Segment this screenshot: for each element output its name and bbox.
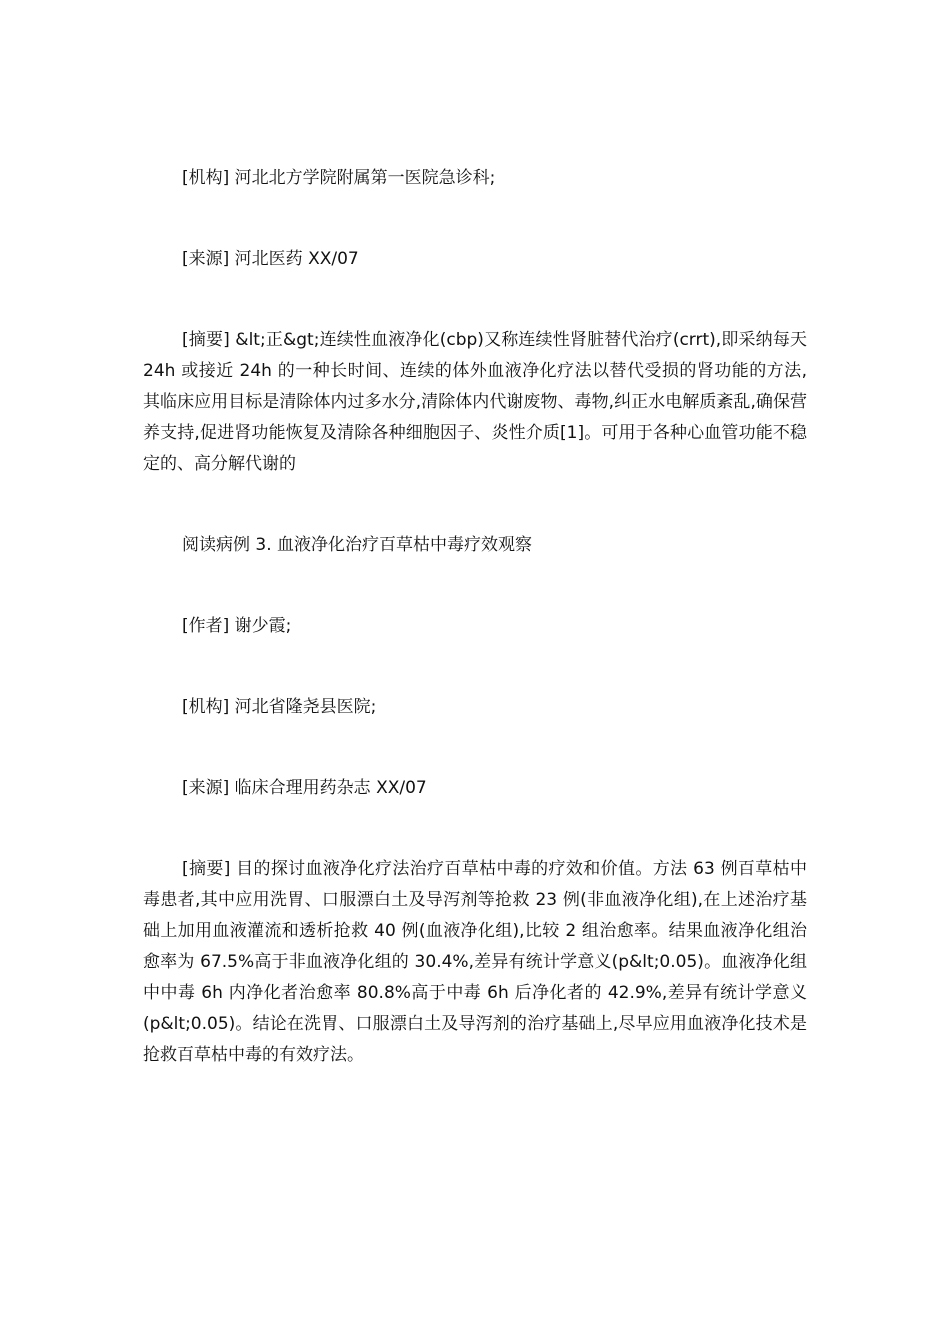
- institution-line-2: [机构] 河北省隆尧县医院;: [182, 697, 377, 717]
- source-line-1: [来源] 河北医药 XX/07: [182, 249, 359, 269]
- abstract-paragraph-2: [摘要] 目的探讨血液净化疗法治疗百草枯中毒的疗效和价值。方法 63 例百草枯中毒患者,其中应用洗胃、口服漂白土及导泻剂等抢救 23 例(非血液净化组),在上述治疗基础上加用血液灌流和透析抢救 40 例(血液净化组),比较 2 组治愈率。结果血液净化组治愈率为 67.5%高于非血液净化组的 30.4%,差异有统计学意义(p&lt;0.05)。血液净化组中中毒 6h 内净化者治愈率 80.8%高于中毒 6h 后净化者的 42.9%,差异有统计学意义(p&lt;0.05)。结论在洗胃、口服漂白土及导泻剂的治疗基础上,尽早应用血液净化技术是抢救百草枯中毒的有效疗法。: [143, 859, 807, 1065]
- abstract-paragraph-1: [摘要] &lt;正&gt;连续性血液净化(cbp)又称连续性肾脏替代治疗(crrt),即采纳每天 24h 或接近 24h 的一种长时间、连续的体外血液净化疗法以替代受损的肾功能的方法,其临床应用目标是清除体内过多水分,清除体内代谢废物、毒物,纠正水电解质紊乱,确保营养支持,促进肾功能恢复及清除各种细胞因子、炎性介质[1]。可用于各种心血管功能不稳定的、高分解代谢的: [143, 330, 807, 474]
- source-line-2: [来源] 临床合理用药杂志 XX/07: [182, 778, 427, 798]
- case-heading: 阅读病例 3. 血液净化治疗百草枯中毒疗效观察: [182, 535, 533, 555]
- author-line: [作者] 谢少霞;: [182, 616, 292, 636]
- document-body: [143, 163, 807, 1121]
- institution-line-1: [机构] 河北北方学院附属第一医院急诊科;: [182, 168, 496, 188]
